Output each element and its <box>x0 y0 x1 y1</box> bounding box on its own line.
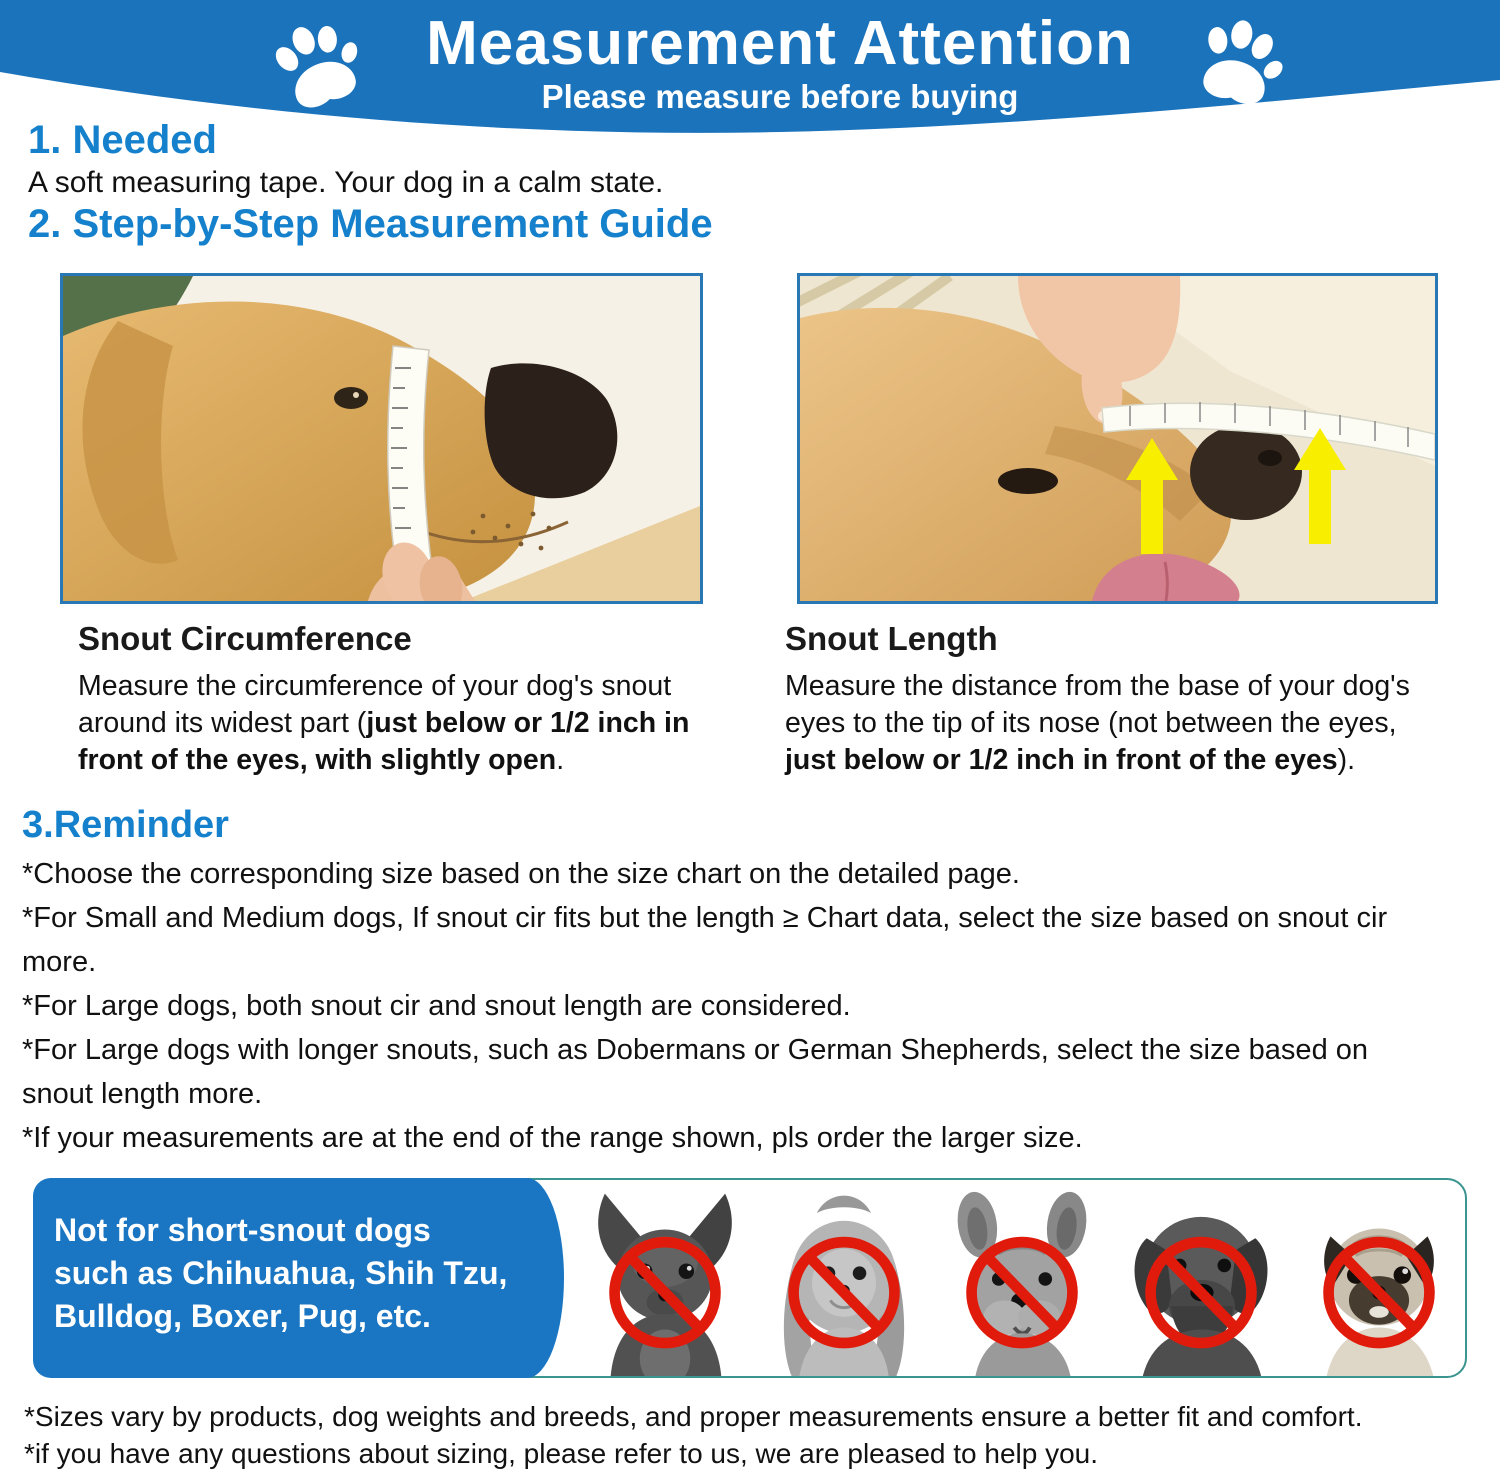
no-symbol-icon <box>937 1182 1107 1376</box>
page-title: Measurement Attention <box>426 9 1134 78</box>
banner <box>0 0 1500 150</box>
prohibited-breeds-row <box>580 1180 1464 1376</box>
reminder-list <box>22 852 1430 1160</box>
section-needed-heading: 1. Needed <box>28 118 217 162</box>
step-caption: Snout Circumference <box>78 620 412 657</box>
warning-line: such as Chihuahua, Shih Tzu, <box>54 1255 508 1291</box>
prohibited-dog-mastiff <box>1116 1182 1286 1376</box>
not-for-short-snout-warning-box <box>33 1178 1467 1378</box>
footer-note: *Sizes vary by products, dog weights and breeds, and proper measurements ensure a better fit and comfort. <box>24 1401 1363 1432</box>
snout-length-photo <box>797 273 1438 604</box>
section-guide-heading: 2. Step-by-Step Measurement Guide <box>28 202 713 246</box>
section-reminder-heading: 3.Reminder <box>22 804 229 846</box>
footer-note: *if you have any questions about sizing, please refer to us, we are pleased to help you. <box>24 1438 1099 1469</box>
warning-line: Bulldog, Boxer, Pug, etc. <box>54 1298 431 1334</box>
step-description: Measure the circumference of your dog's snout around its widest part (just below or 1/2 inch in front of the eyes, with slightly open. <box>78 670 690 776</box>
no-symbol-icon <box>580 1182 750 1376</box>
warning-line: Not for short-snout dogs <box>54 1212 431 1248</box>
reminder-item: *If your measurements are at the end of the range shown, pls order the larger size. <box>22 1122 1083 1154</box>
prohibited-dog-shih-tzu <box>759 1182 929 1376</box>
dog-with-tape-along-snout-illustration <box>800 276 1435 601</box>
dog-with-tape-around-snout-illustration <box>63 276 700 601</box>
reminder-item: *For Large dogs, both snout cir and snout length are considered. <box>22 990 851 1022</box>
step-caption: Snout Length <box>785 620 998 657</box>
no-symbol-icon <box>759 1182 929 1376</box>
prohibited-dog-chihuahua <box>580 1182 750 1376</box>
prohibited-dog-pug <box>1294 1182 1464 1376</box>
prohibited-dog-french-bulldog <box>937 1182 1107 1376</box>
snout-circumference-photo <box>60 273 703 604</box>
footer-notes <box>24 1398 1486 1472</box>
page-subtitle: Please measure before buying <box>541 78 1019 115</box>
reminder-item: *For Small and Medium dogs, If snout cir fits but the length ≥ Chart data, select the size based on snout cir more. <box>22 902 1388 978</box>
step-description: Measure the distance from the base of your dog's eyes to the tip of its nose (not between the eyes, just below or 1/2 inch in front of the eyes). <box>785 670 1410 776</box>
reminder-item: *For Large dogs with longer snouts, such as Dobermans or German Shepherds, select the size based on snout length more. <box>22 1034 1369 1110</box>
snout-length-instructions <box>785 620 1447 779</box>
snout-circumference-instructions <box>78 620 726 779</box>
section-needed-body: A soft measuring tape. Your dog in a calm state. <box>28 166 664 199</box>
reminder-item: *Choose the corresponding size based on the size chart on the detailed page. <box>22 858 1020 890</box>
no-symbol-icon <box>1116 1182 1286 1376</box>
no-symbol-icon <box>1294 1182 1464 1376</box>
warning-text-panel <box>33 1178 564 1378</box>
